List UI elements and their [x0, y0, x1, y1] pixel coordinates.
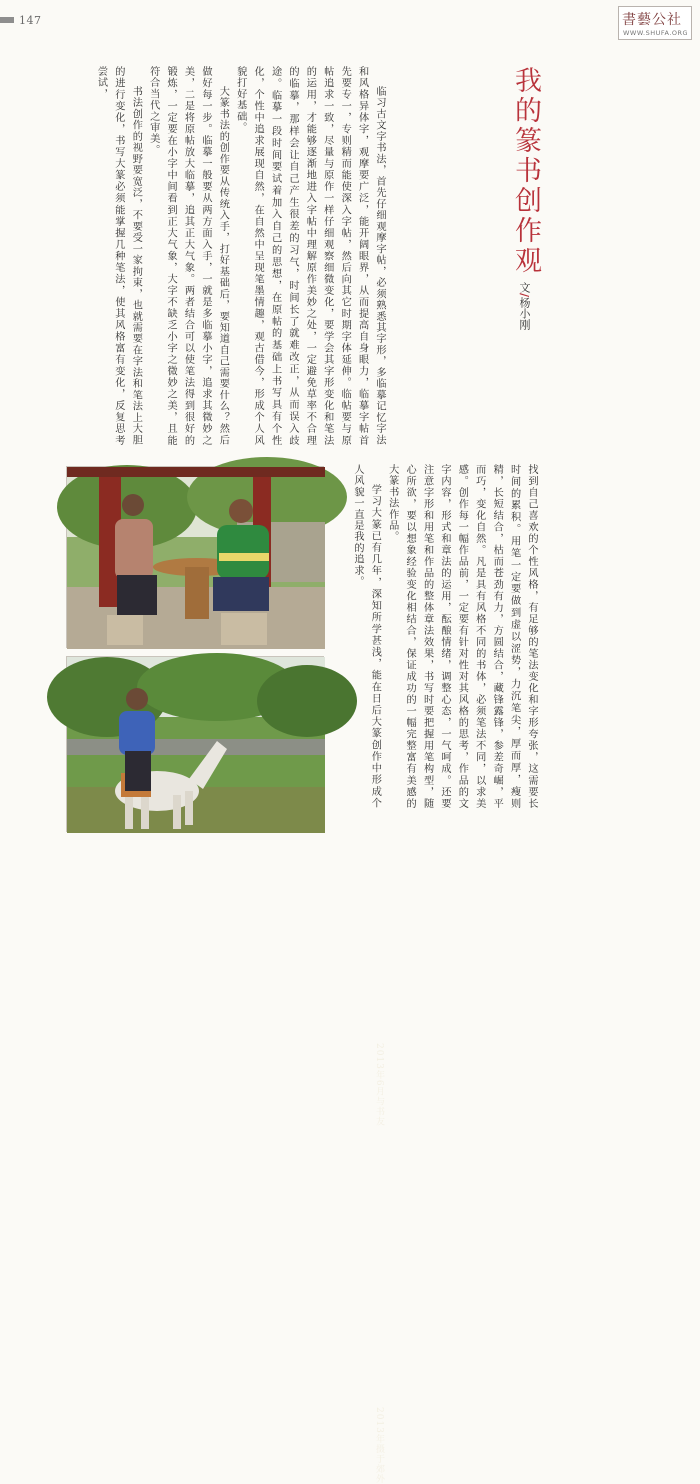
- byline: [512, 282, 536, 330]
- photo-horse-caption: 2013年摄于郊外: [374, 1407, 384, 1484]
- page-number: 147: [19, 14, 42, 27]
- author-name: 杨小刚: [518, 297, 531, 331]
- photo-pavilion-caption: 2013年6月与书友: [374, 1043, 384, 1127]
- logo-main-text: 書藝公社: [622, 12, 682, 28]
- byline-mark: /: [518, 293, 531, 298]
- logo-url-text: WWW.SHUFA.ORG: [623, 29, 689, 37]
- paragraph: 临习古文字书法，首先仔细观摩字帖，必须熟悉其字形，多临摹记忆字法和风格异体字，观摩要广泛，能开阔眼界，从而提高自身眼力，临摹字帖首先要专一，专则精而能使深入字帖，然后向其它时期字体延伸。临帖要与原帖追求一致，尽量与原作一样仔细观察细微变化，要学会其字形变化和笔法的运用，才能够逐渐地进入字帖中理解原作美妙之处，一定避免草率不合理的临摹，那样会让自己产生很差的习气，时间长了就难改正，从而误入歧途。临摹一段时间要试着加入自己的思想，在原帖的基础上书写具有个性化，个性中追求展现自然，在自然中呈现笔墨情趣，观古借今，形成个人风貌打好基础。: [234, 66, 385, 446]
- right-text-block: [350, 464, 540, 809]
- paragraph: 书法创作的视野要宽泛，不要受一家拘束，也就需要在字法和笔法上大胆的进行变化，书写大篆必须能掌握几种笔法，使其风格富有变化，反复思考尝试，: [95, 66, 142, 446]
- photo-horse-image: [67, 657, 325, 833]
- photo-pavilion-image: [67, 467, 325, 649]
- paragraph: 大篆书法的创作要从传统入手，打好基础后，要知道自己需要什么？然后做好每一步。临摹一般要从两方面入手，一就是多临摹小字，追求其微妙之美，二是将原帖放大临摹，追其正大气象。两者结合可以使笔法得到很好的锻炼，一定要在小字中间看到正大气象，大字不缺乏小字之微妙之美，且能符合当代之审美。: [147, 66, 229, 446]
- paragraph: 学习大篆已有几年，深知所学甚浅，能在日后大篆创作中形成个人风貌一直是我的追求。: [351, 464, 381, 809]
- upper-text-block: [64, 66, 388, 446]
- page-number-bar: [0, 17, 14, 23]
- paragraph: 找到自己喜欢的个性风格，有足够的笔法变化和字形夸张，这需要长时间的累积。用笔一定要做到虚以涩势，力沉笔尖，厚而厚，瘦则精，长短结合，枯而苍劲有力，方圆结合，藏锋露锋，参差奇崛，平而巧，变化自然。凡是具有风格不同的书体，必须笔法不同，以求美感。创作每一幅作品前，一定要有针对性对其风格的思考，作品的文字内容，形式和章法的运用，酝酿情绪，调整心态，一气呵成。还要注意字形和用笔和作品的整体章法效果，书写时要把握用笔构型，随心所欲，要以想象经验变化相结合，保证成功的一幅完整富有美感的大篆书法作品。: [386, 464, 537, 809]
- article-title: 我的篆书创作观: [510, 66, 541, 276]
- site-logo[interactable]: [618, 6, 692, 40]
- byline-prefix: 文: [518, 282, 531, 293]
